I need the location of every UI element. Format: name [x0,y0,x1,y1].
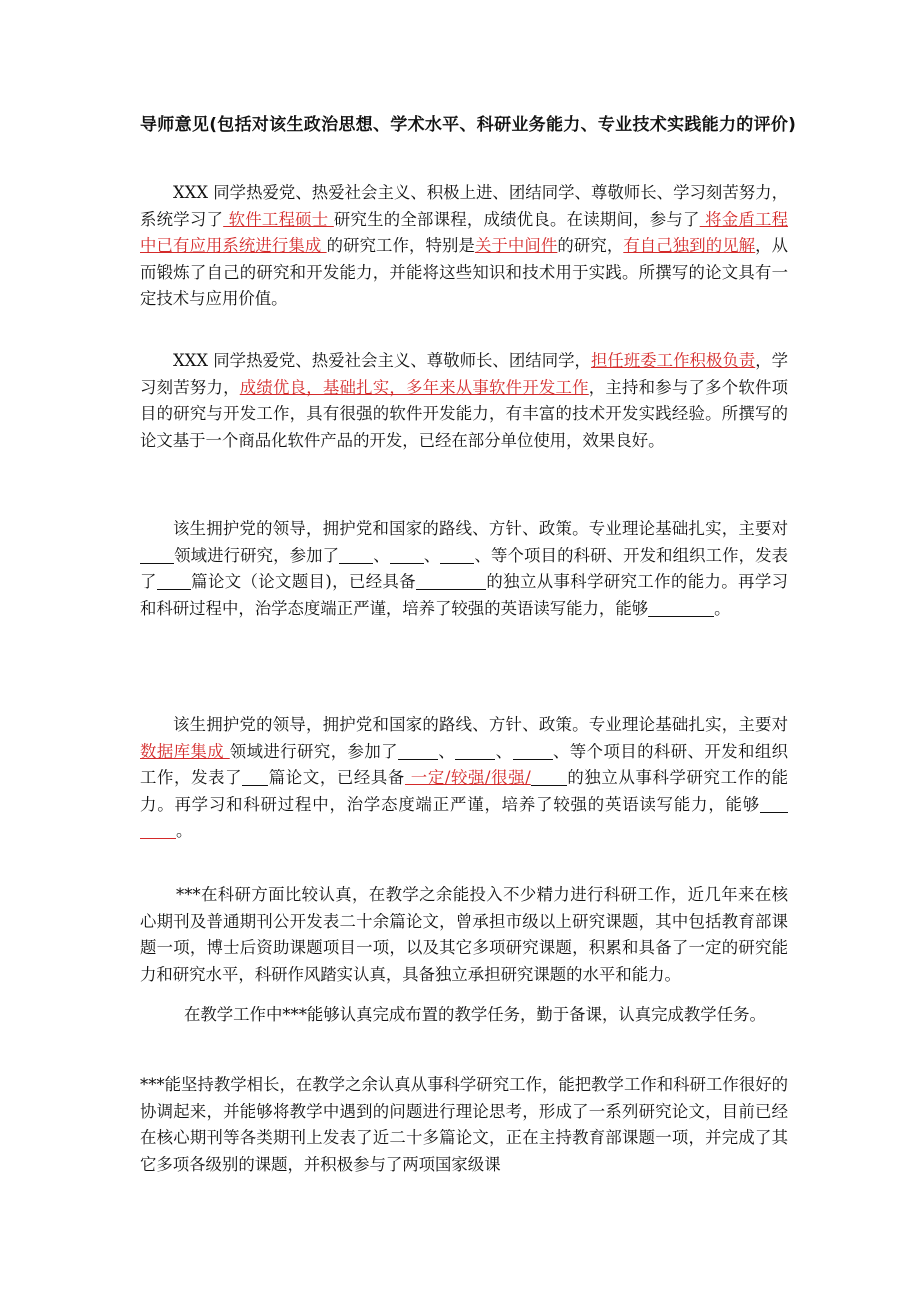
p2-text-1: XXX 同学热爱党、热爱社会主义、尊敬师长、团结同学， [173,351,591,370]
p1-text-2: 研究生的全部课程，成绩优良。在读期间，参与了 [333,209,700,229]
p3-text-1: 该生拥护党的领导，拥护党和国家的路线、方针、政策。专业理论基础扎实，主要对 [173,519,788,538]
p4-blank-paper-count [242,767,268,786]
p3-blank-ability [416,571,486,590]
p4-blank-project-2 [455,741,495,760]
paragraph-4 [140,712,788,845]
p2-text-2: ，学习刻苦努力， [140,351,789,397]
p2-highlight-role: 担任班委工作积极负责 [590,351,756,370]
p3-text-6: 。 [714,598,731,618]
p1-highlight-project: 将金盾工程中已有应用系统进行集成 [140,209,789,255]
p4-blank-ability-tail [531,767,567,786]
p4-text-5: 的独立从事科学研究工作的能力。再学习和科研过程中，治学态度端正严谨，培养了较强的英语读写能力，能够 [140,768,789,814]
p1-text-3: 的研究工作，特别是 [326,236,475,255]
p4-highlight-field: 数据库集成 [140,741,230,761]
paragraph-2 [140,348,788,454]
p4-blank-project-3 [513,741,553,760]
paragraph-3 [140,516,788,622]
paragraph-1 [140,180,788,313]
p4-blank-english-1 [760,794,788,813]
p4-blank-english-2 [140,820,176,839]
section-title: 导师意见(包括对该生政治思想、学术水平、科研业务能力、专业技术实践能力的评价) [140,115,797,135]
p3-blank-project-3 [440,545,474,564]
p3-text-5: 的独立从事科学研究工作的能力。再学习和科研过程中，治学态度端正严谨，培养了较强的英语读写能力，能够 [140,572,788,618]
p1-highlight-topic: 关于中间件 [474,236,558,255]
p4-text-6: 。 [176,821,193,840]
p4-sep-1: 、 [438,741,456,761]
p3-blank-project-2 [390,545,424,564]
p1-text-1: XXX 同学热爱党、热爱社会主义、积极上进、团结同学、尊敬师长、学习刻苦努力，系统学习了 [140,183,788,229]
p4-sep-3: 、 [552,741,570,761]
p4-text-2: 领域进行研究，参加了 [229,741,398,761]
p2-highlight-performance: 成绩优良，基础扎实，多年来从事软件开发工作 [239,377,589,397]
p3-sep-2: 、 [423,545,441,565]
p1-highlight-major: 软件工程硕士 [223,209,334,229]
p4-text-1: 该生拥护党的领导，拥护党和国家的路线、方针、政策。专业理论基础扎实，主要对 [173,715,788,734]
p3-text-3: 等个项目的科研、开发和组织工作，发表了 [140,545,789,591]
p3-text-4: 篇论文（论文题目)，已经具备 [190,572,417,591]
p4-text-4: 篇论文，已经具备 [268,768,405,787]
p4-blank-project-1 [398,741,438,760]
p1-highlight-insight: 有自己独到的见解 [623,236,756,255]
p3-text-2: 领域进行研究，参加了 [174,545,340,565]
paragraph-7 [140,1072,788,1178]
p3-sep-3: 、 [474,545,492,565]
p5-text: ***在科研方面比较认真，在教学之余能投入不少精力进行科研工作，近几年来在核心期刊及普通期刊公开发表二十余篇论文，曾承担市级以上研究课题，其中包括教育部课题一项，博士后资助课题项目一项，以及其它多项研究课题，积累和具备了一定的研究能力和研究水平，科研作风踏实认真，具备独立承担研究课题的水平和能力。 [140,885,788,984]
p3-blank-paper-count [157,571,191,590]
paragraph-5 [140,882,788,988]
p4-highlight-ability: 一定/较强/很强/ [404,768,531,787]
paragraph-6 [140,1002,788,1029]
p1-text-5: ，从而锻炼了自己的研究和开发能力，并能将这些知识和技术用于实践。所撰写的论文具有一定技术与应用价值。 [140,236,789,308]
p2-text-3: ，主持和参与了多个软件项目的研究与开发工作，具有很强的软件开发能力，有丰富的技术开发实践经验。所撰写的论文基于一个商品化软件产品的开发，已经在部分单位使用，效果良好。 [140,377,789,450]
p7-text: ***能坚持教学相长，在教学之余认真从事科学研究工作，能把教学工作和科研工作很好的协调起来，并能够将教学中遇到的问题进行理论思考，形成了一系列研究论文，目前已经在核心期刊等各类期刊上发表了近二十多篇论文，正在主持教育部课题一项，并完成了其它多项各级别的课题，并积极参与了两项国家级课 [140,1075,788,1174]
p3-sep-1: 、 [373,545,390,565]
p6-text: 在教学工作中***能够认真完成布置的教学任务，勤于备课，认真完成教学任务。 [184,1005,766,1024]
p3-blank-project-1 [339,545,373,564]
p3-blank-english [648,598,714,617]
p1-text-4: 的研究， [557,236,624,255]
p4-sep-2: 、 [495,741,513,761]
p4-text-3: 等个项目的科研、开发和组织工作，发表了 [140,741,789,787]
p3-blank-field [140,545,174,564]
